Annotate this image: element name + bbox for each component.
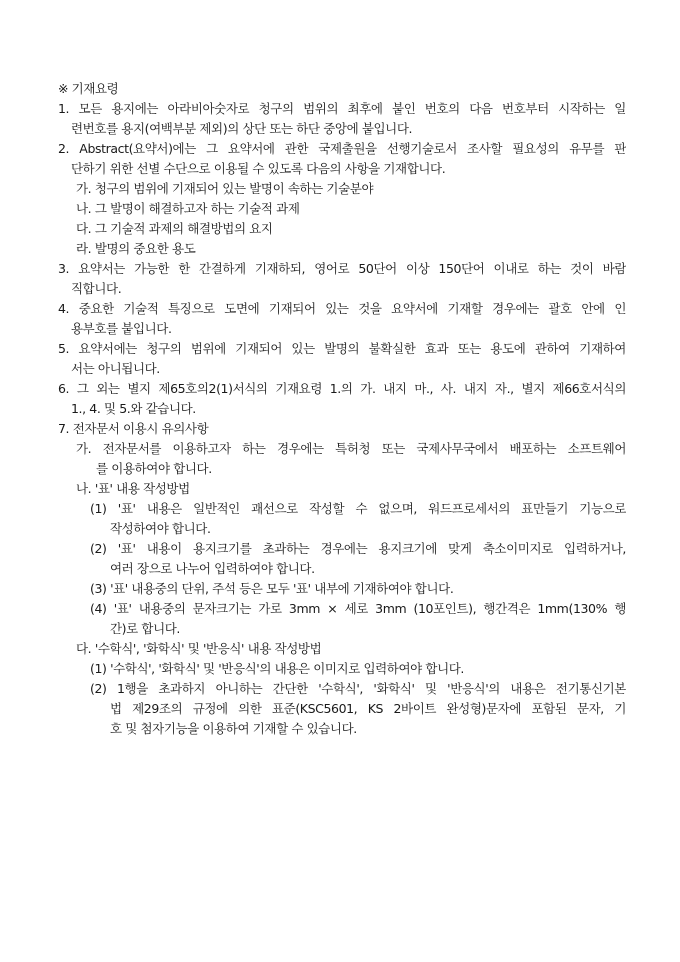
instruction-line: 를 이용하여야 합니다. [96, 461, 212, 476]
instruction-line: (2) 1행을 초과하지 아니하는 간단한 '수학식', '화학식' 및 '반응식'의 내용은 전기통신기본 [90, 681, 626, 696]
instruction-line: 2. Abstract(요약서)에는 그 요약서에 관한 국제출원을 선행기술로서 조사할 필요성의 유무를 판 [58, 141, 626, 156]
instructions-section [58, 78, 626, 739]
instruction-line: (4) '표' 내용중의 문자크기는 가로 3mm × 세로 3mm (10포인트), 행간격은 1mm(130% 행 [90, 601, 626, 616]
instruction-line: 6. 그 외는 별지 제65호의2(1)서식의 기재요령 1.의 가. 내지 마., 사. 내지 자., 별지 제66호서식의 [58, 381, 626, 396]
instruction-line: 법 제29조의 규정에 의한 표준(KSC5601, KS 2바이트 완성형)문자에 포함된 문자, 기 [110, 701, 626, 716]
instruction-line: 5. 요약서에는 청구의 범위에 기재되어 있는 발명의 불확실한 효과 또는 용도에 관하여 기재하여 [58, 341, 626, 356]
instruction-line: 단하기 위한 선별 수단으로 이용될 수 있도록 다음의 사항을 기재합니다. [71, 161, 446, 176]
instruction-line: 간)로 합니다. [110, 621, 180, 636]
instruction-line: 4. 중요한 기술적 특징으로 도면에 기재되어 있는 것을 요약서에 기재할 경우에는 괄호 안에 인 [58, 301, 626, 316]
instruction-lines [58, 99, 626, 739]
instruction-line: 라. 발명의 중요한 용도 [76, 241, 196, 256]
instruction-line: 3. 요약서는 가능한 한 간결하게 기재하되, 영어로 50단어 이상 150단어 이내로 하는 것이 바람 [58, 261, 626, 276]
instruction-line: 다. '수학식', '화학식' 및 '반응식' 내용 작성방법 [76, 641, 322, 656]
instruction-line: (3) '표' 내용중의 단위, 주석 등은 모두 '표' 내부에 기재하여야 합니다. [90, 581, 454, 596]
instruction-line: 호 및 첨자기능을 이용하여 기재할 수 있습니다. [110, 721, 357, 736]
instruction-line: 작성하여야 합니다. [110, 521, 211, 536]
instruction-line: (1) '표' 내용은 일반적인 괘선으로 작성할 수 없으며, 워드프로세서의 표만들기 기능으로 [90, 501, 626, 516]
instruction-line: (1) '수학식', '화학식' 및 '반응식'의 내용은 이미지로 입력하여야 합니다. [90, 661, 465, 676]
instruction-line: 1., 4. 및 5.와 같습니다. [71, 401, 196, 416]
instruction-line: 나. 그 발명이 해결하고자 하는 기술적 과제 [76, 201, 300, 216]
section-heading: ※ 기재요령 [58, 81, 119, 96]
instruction-line: 가. 전자문서를 이용하고자 하는 경우에는 특허청 또는 국제사무국에서 배포하는 소프트웨어 [76, 441, 626, 456]
instruction-line: 서는 아니됩니다. [71, 361, 160, 376]
instruction-line: 여러 장으로 나누어 입력하여야 합니다. [110, 561, 315, 576]
instruction-line: 가. 청구의 범위에 기재되어 있는 발명이 속하는 기술분야 [76, 181, 374, 196]
instruction-line: 1. 모든 용지에는 아라비아숫자로 청구의 범위의 최후에 붙인 번호의 다음 번호부터 시작하는 일 [58, 101, 626, 116]
instruction-line: 직합니다. [71, 281, 122, 296]
instruction-line: 7. 전자문서 이용시 유의사항 [58, 421, 209, 436]
instruction-line: 련번호를 용지(여백부분 제외)의 상단 또는 하단 중앙에 붙입니다. [71, 121, 413, 136]
instruction-line: (2) '표' 내용이 용지크기를 초과하는 경우에는 용지크기에 맞게 축소이미지로 입력하거나, [90, 541, 626, 556]
instruction-line: 용부호를 붙입니다. [71, 321, 172, 336]
instruction-line: 다. 그 기술적 과제의 해결방법의 요지 [76, 221, 273, 236]
instruction-line: 나. '표' 내용 작성방법 [76, 481, 190, 496]
